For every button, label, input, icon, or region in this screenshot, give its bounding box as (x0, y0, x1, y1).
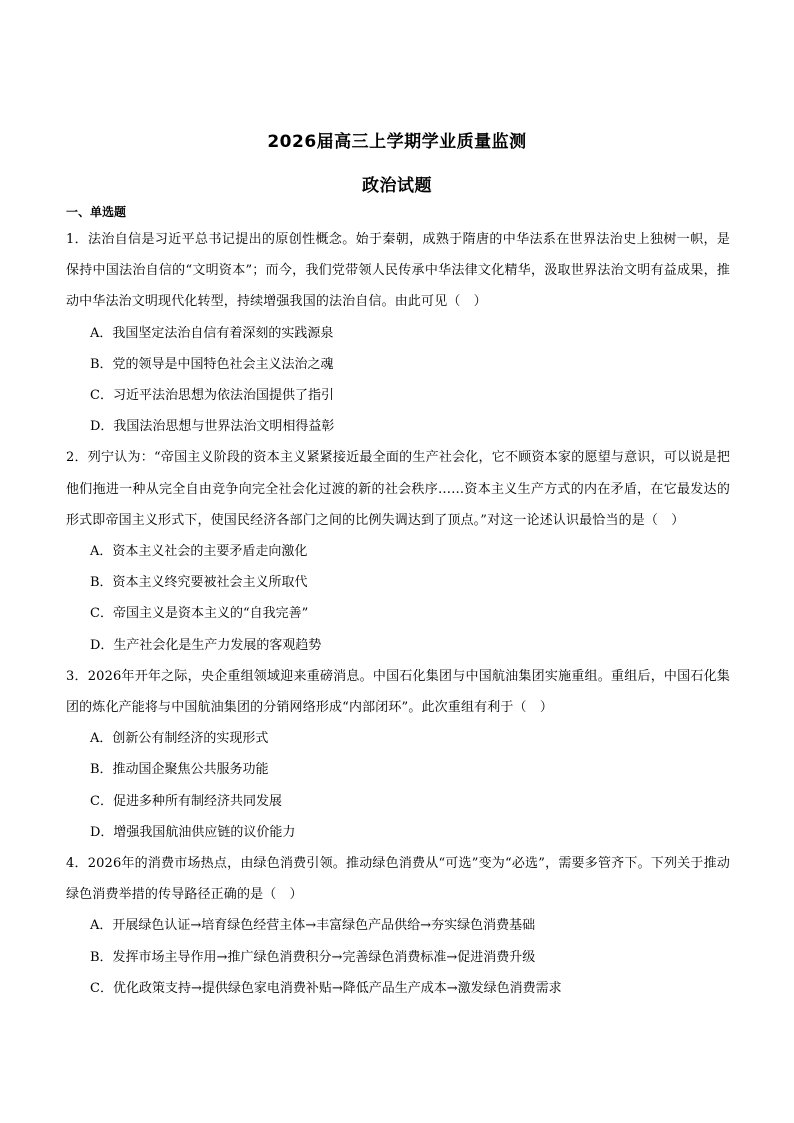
option-b: B．资本主义终究要被社会主义所取代 (90, 575, 308, 591)
question-stem: 2．列宁认为：“帝国主义阶段的资本主义紧紧接近最全面的生产社会化，它不顾资本家的愿望与意识，可以说是把他们拖进一种从完全自由竞争向完全社会化过渡的新的社会秩序……资本主义生产方式的内在矛盾，在它最发达的形式即帝国主义形式下，使国民经济各部门之间的比例失调达到了顶点。”对这一论述认识最恰当的是（ ） (66, 450, 730, 528)
option-b: B．推动国企聚焦公共服务功能 (90, 762, 269, 778)
option-c: C．优化政策支持→提供绿色家电消费补贴→降低产品生产成本→激发绿色消费需求 (90, 980, 562, 996)
question-1 (66, 224, 730, 442)
option-a: A．资本主义社会的主要矛盾走向激化 (90, 544, 308, 560)
option-a: A．创新公有制经济的实现形式 (90, 731, 269, 747)
option-d: D．生产社会化是生产力发展的客观趋势 (90, 637, 322, 653)
section-heading: 一、单选题 (66, 205, 127, 219)
exam-title: 2026届高三上学期学业质量监测 (267, 132, 527, 152)
option-a: A．我国坚定法治自信有着深刻的实践源泉 (90, 325, 334, 341)
option-a: A．开展绿色认证→培育绿色经营主体→丰富绿色产品供给→夯实绿色消费基础 (90, 918, 536, 934)
option-d: D．增强我国航油供应链的议价能力 (90, 824, 296, 840)
option-c: C．促进多种所有制经济共同发展 (90, 793, 282, 809)
question-4 (66, 848, 730, 1004)
question-list (66, 224, 730, 1004)
option-d: D．我国法治思想与世界法治文明相得益彰 (90, 419, 335, 435)
question-2 (66, 442, 730, 660)
question-stem: 4．2026年的消费市场热点，由绿色消费引领。推动绿色消费从“可选”变为“必选”，需要多管齐下。下列关于推动绿色消费举措的传导路径正确的是（ ） (66, 856, 730, 903)
option-c: C．习近平法治思想为依法治国提供了指引 (90, 388, 334, 404)
option-c: C．帝国主义是资本主义的“自我完善” (90, 606, 309, 622)
option-b: B．发挥市场主导作用→推广绿色消费积分→完善绿色消费标准→促进消费升级 (90, 949, 536, 965)
option-b: B．党的领导是中国特色社会主义法治之魂 (90, 356, 334, 372)
question-stem: 3．2026年开年之际，央企重组领域迎来重磅消息。中国石化集团与中国航油集团实施重组。重组后，中国石化集团的炼化产能将与中国航油集团的分销网络形成“内部闭环”。此次重组有利于（ ） (66, 668, 730, 716)
question-3 (66, 661, 730, 848)
exam-subtitle: 政治试题 (362, 176, 432, 196)
question-stem: 1．法治自信是习近平总书记提出的原创性概念。始于秦朝，成熟于隋唐的中华法系在世界法治史上独树一帜，是保持中国法治自信的“文明资本”；而今，我们党带领人民传承中华法律文化精华，汲取世界法治文明有益成果，推动中华法治文明现代化转型，持续增强我国的法治自信。由此可见（ ） (66, 232, 730, 310)
